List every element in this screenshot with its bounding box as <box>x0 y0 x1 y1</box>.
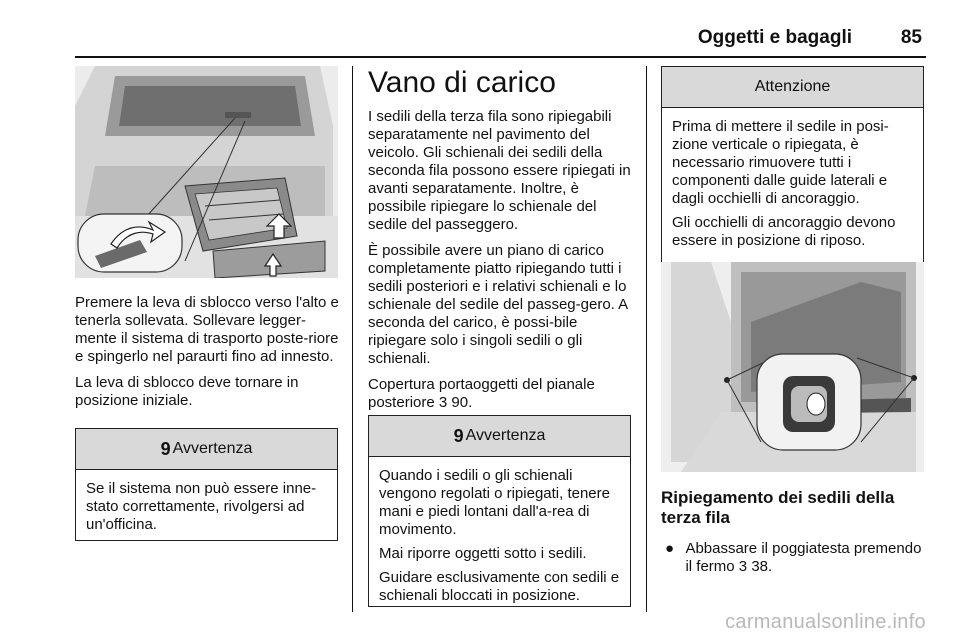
right-text <box>661 488 924 576</box>
illustration-anchor-eyelet <box>661 262 924 472</box>
subsection-heading: Ripiegamento dei sedili della terza fila <box>661 488 895 527</box>
body-paragraph: I sedili della terza fila sono ripiegabili separatamente nel pavimento del veicolo. Gli schienali dei sedili della seconda fila possono essere ripiegati in avanti separatamente. Inoltre, è possibile ripiegare lo schienale del sedile del passeggero. <box>368 108 631 233</box>
cross-reference <box>368 376 634 412</box>
warning-icon: 9 <box>453 425 464 446</box>
warning-text: Se il sistema non può essere inne-stato correttamente, rivolgersi ad un'officina. <box>86 480 317 533</box>
section-heading: Vano di carico <box>368 66 556 99</box>
body-paragraph: La leva di sblocco deve tornare in posizione iniziale. <box>75 374 299 409</box>
column-divider-left <box>352 66 353 612</box>
warning-title: Avvertenza <box>172 440 253 457</box>
caution-text: Prima di mettere il sedile in posi-zione verticale o ripiegata, è necessario rimuovere tutti i componenti dalle guide laterali e dagli occhielli di ancoraggio. <box>672 118 889 207</box>
warning-box-body <box>369 457 630 613</box>
section-title: Oggetti e bagagli <box>697 27 852 48</box>
middle-text <box>368 66 634 412</box>
list-item-text: Abbassare il poggiatesta premendo il fermo 3 38. <box>685 540 922 575</box>
warning-box-body <box>76 470 337 542</box>
left-text <box>75 294 340 410</box>
reference-text: Copertura portaoggetti del pianale posteriore <box>368 376 595 411</box>
warning-box <box>75 428 338 541</box>
list-item <box>661 540 924 576</box>
bullet-icon: ● <box>665 540 675 557</box>
warning-box <box>368 415 631 607</box>
reference-page[interactable]: 90. <box>451 394 473 411</box>
warning-box-header <box>76 429 337 470</box>
caution-text: Gli occhielli di ancoraggio devono essere in posizione di riposo. <box>672 214 896 249</box>
header-rule <box>75 56 926 58</box>
caution-box <box>661 66 924 272</box>
reference-page[interactable]: 38. <box>751 558 773 575</box>
watermark: carmanualsonline.info <box>725 611 926 633</box>
warning-box-header <box>369 416 630 457</box>
page-ref-icon: 3 <box>438 394 448 411</box>
body-paragraph: È possibile avere un piano di carico completamente piatto ripiegando tutti i sedili posteriori e i relativi schienali e lo schienale del sedile del passeg-gero. A seconda del carico, è possi-bile ripiegare solo i singoli sedili o gli schienali. <box>368 242 628 367</box>
column-divider-right <box>646 66 647 612</box>
caution-title: Attenzione <box>754 78 831 95</box>
warning-text: Guidare esclusivamente con sedili e schienali bloccati in posizione. <box>379 569 620 604</box>
body-paragraph: Premere la leva di sblocco verso l'alto e tenerla sollevata. Sollevare legger-mente il sistema di trasporto poste-riore e spingerlo nel paraurti fino ad innesto. <box>75 294 339 365</box>
warning-title: Avvertenza <box>465 427 546 444</box>
page-ref-icon: 3 <box>738 558 748 575</box>
warning-text: Mai riporre oggetti sotto i sedili. <box>379 545 587 562</box>
page-number: 85 <box>900 27 922 48</box>
caution-box-header <box>662 67 923 108</box>
illustration-rear-carrier <box>75 66 338 278</box>
caution-box-body <box>662 108 923 258</box>
warning-text: Quando i sedili o gli schienali vengono regolati o ripiegati, tenere mani e piedi lontani dall'a-rea di movimento. <box>379 467 610 538</box>
warning-icon: 9 <box>160 438 171 459</box>
